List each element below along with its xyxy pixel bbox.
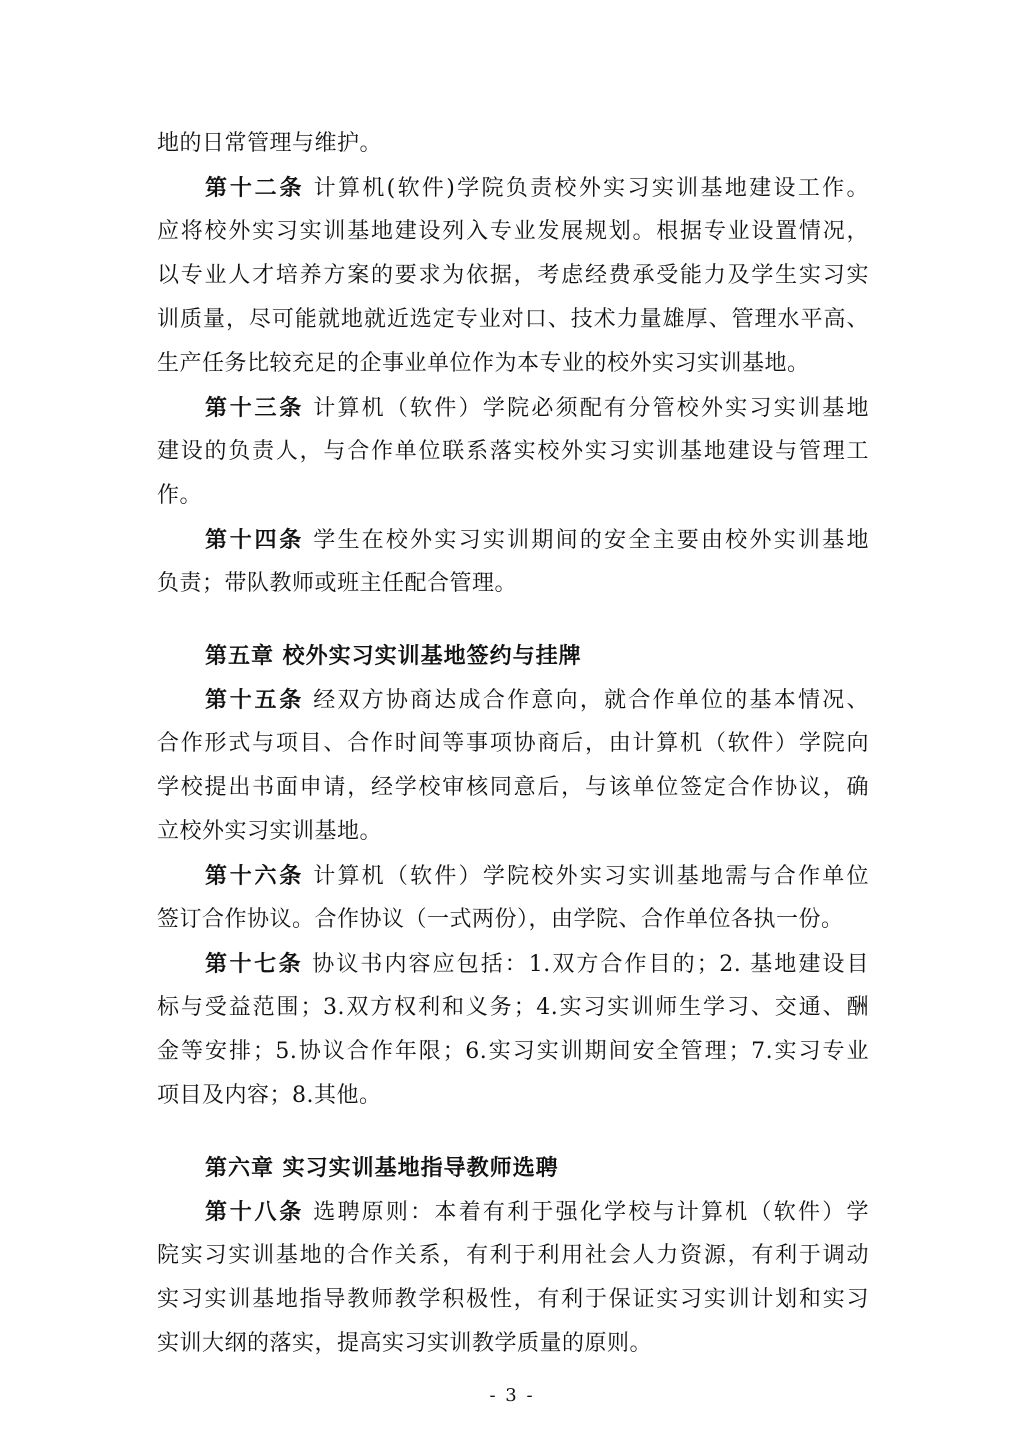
article-15-line: 第十五条 经双方协商达成合作意向，就合作单位的基本情况、 <box>205 687 869 713</box>
chapter-6-heading: 第六章 实习实训基地指导教师选聘 <box>205 1155 559 1181</box>
page-number: - 3 - <box>489 1385 535 1406</box>
text-line: 金等安排；5.协议合作年限；6.实习实训期间安全管理；7.实习专业 <box>157 1039 869 1064</box>
text-line: 训质量，尽可能就地就近选定专业对口、技术力量雄厚、管理水平高、 <box>157 307 869 332</box>
text-line: 立校外实习实训基地。 <box>157 819 383 844</box>
text-line: 生产任务比较充足的企事业单位作为本专业的校外实习实训基地。 <box>157 351 810 376</box>
text-line: 项目及内容；8.其他。 <box>157 1083 382 1108</box>
article-16-line: 第十六条 计算机（软件）学院校外实习实训基地需与合作单位 <box>205 863 869 889</box>
text-line: 建设的负责人，与合作单位联系落实校外实习实训基地建设与管理工 <box>157 439 869 464</box>
chapter-5-heading: 第五章 校外实习实训基地签约与挂牌 <box>205 643 582 669</box>
article-number: 第十六条 <box>205 863 304 889</box>
article-18-line: 第十八条 选聘原则：本着有利于强化学校与计算机（软件）学 <box>205 1199 869 1225</box>
text-line: 实习实训基地指导教师教学积极性，有利于保证实习实训计划和实习 <box>157 1287 869 1312</box>
article-number: 第十二条 <box>205 175 305 201</box>
text-line: 合作形式与项目、合作时间等事项协商后，由计算机（软件）学院向 <box>157 731 869 756</box>
article-13-line: 第十三条 计算机（软件）学院必须配有分管校外实习实训基地 <box>205 395 869 421</box>
text-line: 签订合作协议。合作协议（一式两份），由学院、合作单位各执一份。 <box>157 907 844 932</box>
text-line: 作。 <box>157 483 203 508</box>
text-line: 负责；带队教师或班主任配合管理。 <box>157 571 518 596</box>
article-number: 第十四条 <box>205 527 304 553</box>
article-number: 第十八条 <box>205 1199 304 1225</box>
text-line: 以专业人才培养方案的要求为依据，考虑经费承受能力及学生实习实 <box>157 263 869 288</box>
text-line: 标与受益范围；3.双方权利和义务；4.实习实训师生学习、交通、酬 <box>157 995 869 1020</box>
text-line: 学校提出书面申请，经学校审核同意后，与该单位签定合作协议，确 <box>157 775 869 800</box>
text-line: 实训大纲的落实，提高实习实训教学质量的原则。 <box>157 1331 653 1356</box>
article-17-line: 第十七条 协议书内容应包括：1.双方合作目的；2. 基地建设目 <box>205 951 869 977</box>
article-14-line: 第十四条 学生在校外实习实训期间的安全主要由校外实训基地 <box>205 527 869 553</box>
article-number: 第十七条 <box>205 951 304 977</box>
article-12-line: 第十二条 计算机(软件)学院负责校外实习实训基地建设工作。 <box>205 175 869 201</box>
text-line: 地的日常管理与维护。 <box>157 131 383 156</box>
text-line: 院实习实训基地的合作关系，有利于利用社会人力资源，有利于调动 <box>157 1243 869 1268</box>
article-number: 第十三条 <box>205 395 304 421</box>
text-line: 应将校外实习实训基地建设列入专业发展规划。根据专业设置情况， <box>157 219 869 244</box>
article-number: 第十五条 <box>205 687 304 713</box>
